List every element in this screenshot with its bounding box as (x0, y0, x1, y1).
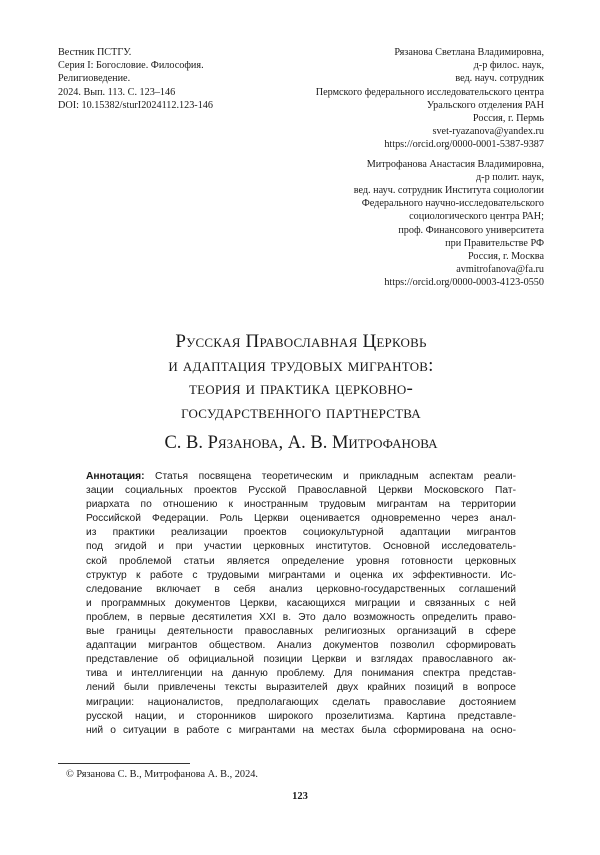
abstract-text: Статья посвящена теоретическим и прикладным аспектам реали- (144, 471, 516, 482)
author-location: Россия, г. Москва (468, 251, 544, 263)
author-location: Россия, г. Пермь (472, 113, 544, 125)
abstract-line (86, 470, 516, 484)
author-block-ryazanova (244, 46, 544, 152)
abstract-line: ний о ситуации в работе с мигрантами на местах была сформирована на осно- (86, 724, 516, 736)
abstract-line: проблем, в первые десятилетия XXI в. Это дало возможность определить право- (86, 611, 516, 623)
page-number: 123 (292, 791, 308, 802)
abstract-line: вые границы деятельности православных религиозных организаций в сфере (86, 626, 516, 638)
author-position: вед. науч. сотрудник Института социологии (353, 185, 544, 197)
author-orcid[interactable]: https://orcid.org/0000-0001-5387-9387 (384, 139, 544, 151)
author-affiliation: Уральского отделения РАН (426, 99, 544, 111)
author-affiliation: Пермского федерального исследовательского центра (315, 86, 544, 98)
abstract-line: русской нации, и сторонников широкого прозелитизма. Картина представле- (86, 710, 516, 722)
abstract-line: из практики реализации проектов социокультурной адаптации мигрантов (86, 527, 516, 539)
author-email[interactable]: svet-ryazanova@yandex.ru (432, 126, 544, 138)
title-line: и адаптация трудовых мигрантов: (168, 354, 434, 376)
title-line: государственного партнерства (181, 401, 421, 423)
abstract (86, 470, 516, 738)
author-degree: д-р полит. наук, (476, 171, 544, 183)
journal-info (58, 46, 258, 112)
abstract-line: тива и интеллигенции на данную проблему. Для понимания спектра представ- (86, 668, 516, 680)
author-affiliation: при Правительстве РФ (445, 237, 544, 249)
journal-line: Серия I: Богословие. Философия. (58, 60, 204, 72)
author-name: Митрофанова Анастасия Владимировна, (366, 158, 544, 170)
journal-doi: DOI: 10.15382/sturI2024112.123-146 (58, 99, 213, 111)
author-affiliation: Федерального научно-исследовательского (361, 198, 544, 210)
abstract-label: Аннотация: (86, 471, 145, 482)
abstract-line: структур к работе с трудовыми мигрантами и оценка их эффективности. Ис- (86, 569, 516, 581)
footnote-divider (58, 763, 190, 764)
abstract-line: ской проблемой статьи является определение уровня готовности церковных (86, 555, 516, 567)
author-degree: д-р филос. наук, (473, 60, 544, 72)
abstract-line: адаптации мигрантов обществом. Анализ документов позволил сформировать (86, 640, 516, 652)
author-affiliations (244, 46, 544, 290)
abstract-line: и программных документов Церкви, касающихся миграции и связанных с ней (86, 597, 516, 609)
abstract-line: под эгидой и при участии церковных институтов. Основной исследователь- (86, 541, 516, 553)
author-position: вед. науч. сотрудник (455, 73, 544, 85)
author-orcid[interactable]: https://orcid.org/0000-0003-4123-0550 (384, 277, 544, 289)
author-block-mitrofanova (244, 158, 544, 290)
author-affiliation: социологического центра РАН; (409, 211, 544, 223)
journal-line: Вестник ПСТГУ. (58, 47, 132, 58)
abstract-line: Российской Федерации. Роль Церкви оценивается одновременно через анал- (86, 513, 516, 525)
title-line: Русская Православная Церковь (175, 331, 427, 352)
abstract-line: миграции: националистов, предполагающих сделать православие достоянием (86, 696, 516, 708)
abstract-line: представление об официальной позиции Церкви и взглядах православного ак- (86, 654, 516, 666)
copyright-notice: © Рязанова С. В., Митрофанова А. В., 2024. (66, 769, 258, 780)
journal-line: 2024. Вып. 113. С. 123–146 (58, 86, 176, 98)
journal-line: Религиоведение. (58, 73, 131, 85)
article-title (60, 330, 542, 424)
abstract-line: риархата по отношению к иностранным трудовым мигрантам на территории (86, 499, 516, 511)
author-name: Рязанова Светлана Владимировна, (394, 47, 544, 58)
title-line: теория и практика церковно- (188, 378, 414, 399)
abstract-line: лений были привлечены тексты выразителей двух крайних позиций в вопросе (86, 682, 516, 694)
article-authors: С. В. Рязанова, А. В. Митрофанова (164, 433, 438, 453)
author-affiliation: проф. Финансового университета (398, 224, 544, 236)
author-email[interactable]: avmitrofanova@fa.ru (456, 264, 544, 276)
abstract-line: следование включает в себя анализ церковно-государственных соглашений (86, 583, 516, 595)
abstract-line: зации социальных проектов Русской Православной Церкви Московского Пат- (86, 485, 516, 497)
